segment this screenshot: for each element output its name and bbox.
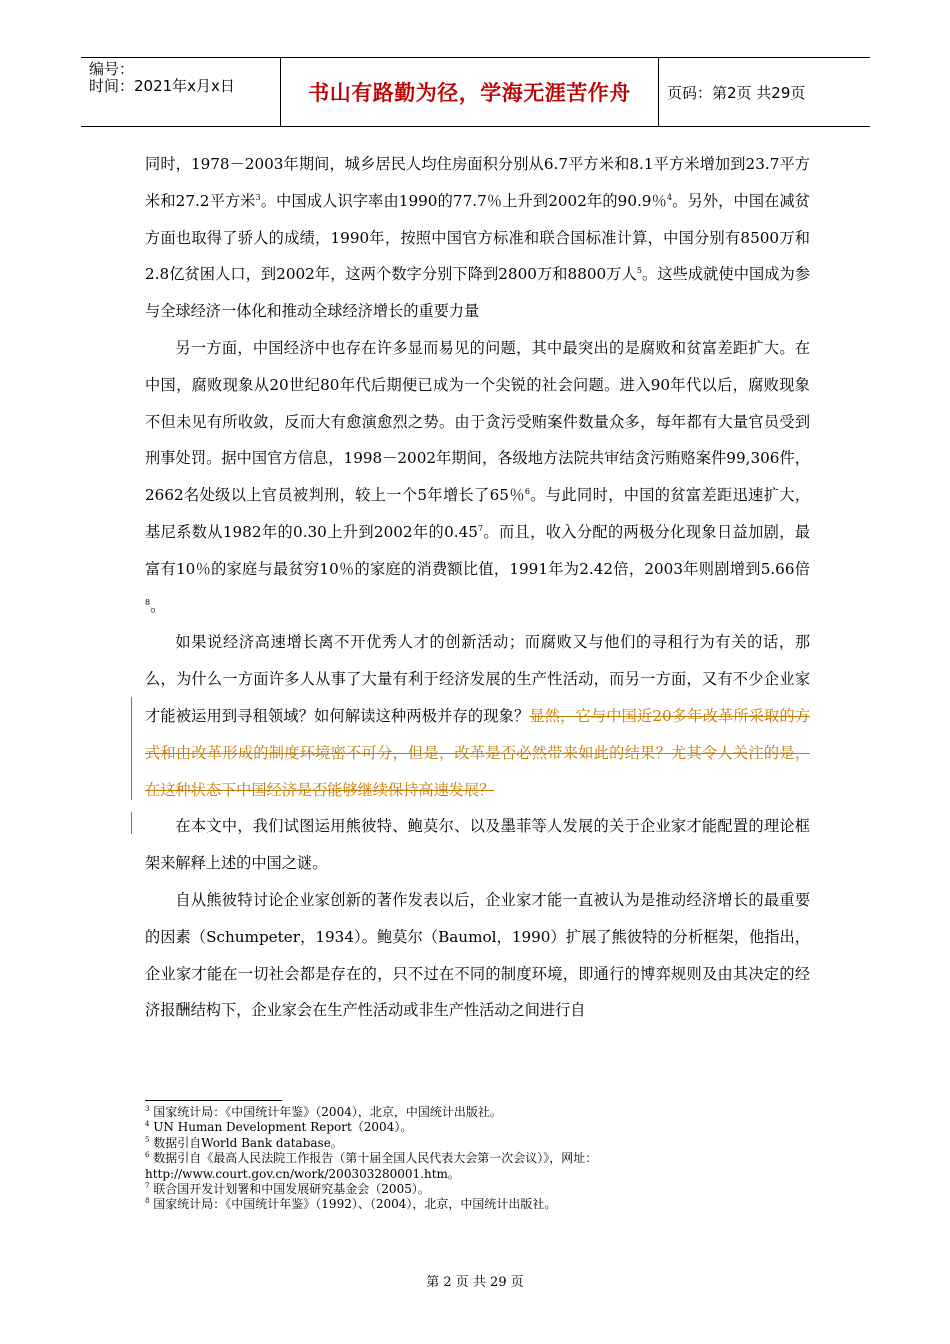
body-text xyxy=(145,146,810,1029)
footnote-4: $^4$ UN Human Development Report（2004）。 xyxy=(145,1120,413,1135)
paragraph-4: 在本文中，我们试图运用熊彼特、鲍莫尔、以及墨菲等人发展的关于企业家才能配置的理论框架来解释上述的中国之谜。 xyxy=(145,817,810,873)
footnote-5: $^5$ 数据引自World Bank database。 xyxy=(145,1135,343,1150)
footnote-ref-4[interactable]: 4 xyxy=(666,192,673,202)
footnote-8: $^8$ 国家统计局：《中国统计年鉴》（1992）、（2004），北京，中国统计出版社。 xyxy=(145,1197,557,1212)
footnote-ref-5[interactable]: 5 xyxy=(636,266,642,276)
footnote-7: $^7$ 联合国开发计划署和中国发展研究基金会（2005）。 xyxy=(145,1182,430,1197)
footnote-ref-8[interactable]: 8 xyxy=(145,597,151,607)
footnote-separator xyxy=(145,1100,282,1101)
footnote-6-url[interactable]: http://www.court.gov.cn/work/200303280001.htm。 xyxy=(145,1166,460,1181)
footnote-ref-7[interactable]: 7 xyxy=(477,523,484,533)
document-number-label: 编号： xyxy=(89,60,135,78)
header-page-number: 页码：第2页 共29页 xyxy=(667,83,806,102)
page-footer: 第 2 页 共 29 页 xyxy=(426,1275,524,1290)
paragraph-5: 自从熊彼特讨论企业家创新的著作发表以后，企业家才能一直被认为是推动经济增长的最重要的因素（Schumpeter，1934）。鲍莫尔（Baumol，1990）扩展了熊彼特的分析框架，他指出，企业家才能在一切社会都是存在的，只不过在不同的制度环境，即通行的博弈规则及由其决定的经济报酬结构下，企业家会在生产性活动或非生产性活动之间进行自 xyxy=(145,890,810,1020)
header-motto: 书山有路勤为径，学海无涯苦作舟 xyxy=(281,58,659,126)
footnote-ref-6[interactable]: 6 xyxy=(524,487,530,497)
footnote-6: $^6$ 数据引自《最高人民法院工作报告（第十届全国人民代表大会第一次会议）》，网址： xyxy=(145,1151,598,1166)
change-bar xyxy=(131,697,132,800)
footnotes xyxy=(145,1105,825,1213)
paragraph-2: 另一方面，中国经济中也存在许多显而易见的问题，其中最突出的是腐败和贫富差距扩大。在中国，腐败现象从20世纪80年代后期便已成为一个尖锐的社会问题。进入90年代以后，腐败现象不但未见有所收敛，反而大有愈演愈烈之势。由于贪污受贿案件数量众多，每年都有大量官员受到刑事处罚。据中国官方信息，1998－2002年期间，各级地方法院共审结贪污贿赂案件99,306件，2662名处级以上官员被判刑，较上一个5年增长了65％$^6$。与此同时，中国的贫富差距迅速扩大，基尼系数从1982年的0.30上升到2002年的0.45$^7$。而且，收入分配的两极分化现象日益加剧，最富有10％的家庭与最贫穷10％的家庭的消费额比值，1991年为2.42倍，2003年则剧增到5.66倍$^8$。 xyxy=(145,338,811,615)
paragraph-3: 如果说经济高速增长离不开优秀人才的创新活动；而腐败又与他们的寻租行为有关的话，那么，为什么一方面许多人从事了大量有利于经济发展的生产性活动，而另一方面，又有不少企业家才能被运用到寻租领域？如何解读这种两极并存的现象？显然，它与中国近20多年改革所采取的方式和由改革形成的制度环境密不可分，但是，改革是否必然带来如此的结果？尤其令人关注的是，在这种状态下中国经济是否能够继续保持高速发展？ xyxy=(145,633,811,799)
footnote-3: $^3$ 国家统计局：《中国统计年鉴》（2004），北京，中国统计出版社。 xyxy=(145,1105,502,1119)
tracked-deletion[interactable]: 显然，它与中国近20多年改革所采取的方式和由改革形成的制度环境密不可分，但是，改革是否必然带来如此的结果？尤其令人关注的是，在这种状态下中国经济是否能够继续保持高速发展？ xyxy=(145,706,811,799)
header-meta-cell xyxy=(81,58,281,126)
document-time-label: 时间：2021年x月x日 xyxy=(89,77,235,95)
header-table xyxy=(81,57,870,127)
paragraph-1: 同时，1978－2003年期间，城乡居民人均住房面积分别从6.7平方米和8.1平方米增加到23.7平方米和27.2平方米$^3$。中国成人识字率由1990的77.7％上升到2002年的90.9％$^4$。另外，中国在减贫方面也取得了骄人的成绩，1990年，按照中国官方标准和联合国标准计算，中国分别有8500万和2.8亿贫困人口，到2002年，这两个数字分别下降到2800万和8800万人$^5$。这些成就使中国成为参与全球经济一体化和推动全球经济增长的重要力量 xyxy=(145,155,811,321)
footnote-ref-3[interactable]: 3 xyxy=(255,192,261,202)
change-bar xyxy=(131,812,132,834)
